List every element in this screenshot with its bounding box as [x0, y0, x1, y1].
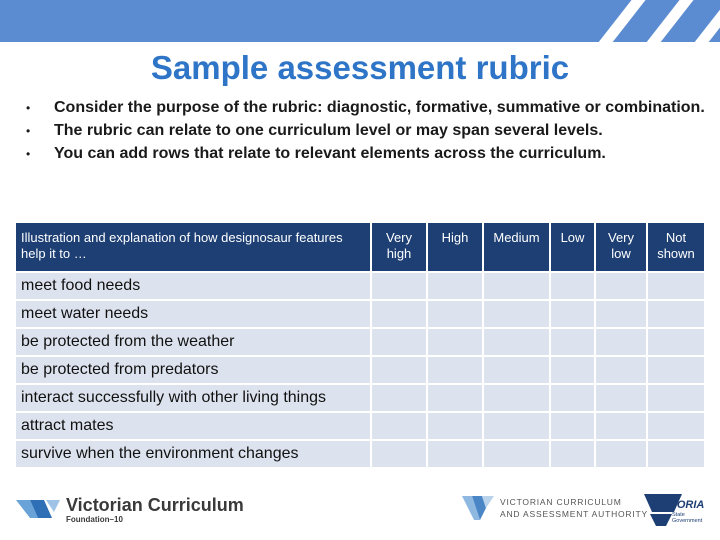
rating-cell[interactable]	[551, 301, 594, 327]
description-header: Illustration and explanation of how designosaur features help it to …	[16, 223, 370, 271]
vcaa-logo-icon	[462, 494, 496, 524]
bullet-icon: •	[26, 124, 31, 138]
bullet-icon: •	[26, 101, 31, 115]
criterion-label: be protected from predators	[16, 357, 370, 383]
criterion-label: meet water needs	[16, 301, 370, 327]
rating-cell[interactable]	[551, 441, 594, 467]
rating-cell[interactable]	[596, 413, 646, 439]
bullet-text: Consider the purpose of the rubric: diagnostic, formative, summative or combination.	[54, 99, 705, 116]
banner-stripe	[633, 0, 702, 42]
criterion-label: attract mates	[16, 413, 370, 439]
rating-cell[interactable]	[484, 301, 549, 327]
rating-cell[interactable]	[372, 413, 426, 439]
top-banner	[0, 0, 720, 42]
rating-cell[interactable]	[428, 273, 482, 299]
vic-logo-subtitle	[672, 512, 702, 524]
rating-cell[interactable]	[428, 329, 482, 355]
rating-cell[interactable]	[648, 413, 704, 439]
column-header-very-low: Very low	[596, 223, 646, 271]
vcaa-line-2: AND ASSESSMENT AUTHORITY	[500, 509, 648, 519]
rating-cell[interactable]	[648, 385, 704, 411]
vcaa-logo-text	[500, 496, 648, 520]
table-row	[16, 357, 704, 383]
bullet-text: You can add rows that relate to relevant elements across the curriculum.	[54, 145, 606, 162]
banner-stripe	[585, 0, 654, 42]
rating-cell[interactable]	[372, 273, 426, 299]
bullet-item	[26, 121, 706, 141]
rubric-table	[14, 221, 706, 469]
criterion-label: survive when the environment changes	[16, 441, 370, 467]
bullet-icon: •	[26, 147, 31, 161]
vc-logo-title: Victorian Curriculum	[66, 495, 244, 515]
table-row	[16, 301, 704, 327]
table-row	[16, 273, 704, 299]
table-row	[16, 413, 704, 439]
bullet-text: The rubric can relate to one curriculum level or may span several levels.	[54, 122, 603, 139]
rating-cell[interactable]	[648, 441, 704, 467]
rating-cell[interactable]	[484, 357, 549, 383]
table-header-row	[16, 223, 704, 271]
bullet-list	[26, 98, 706, 167]
rating-cell[interactable]	[648, 273, 704, 299]
rating-cell[interactable]	[551, 329, 594, 355]
rating-cell[interactable]	[648, 329, 704, 355]
rating-cell[interactable]	[372, 301, 426, 327]
rating-cell[interactable]	[428, 301, 482, 327]
rating-cell[interactable]	[596, 385, 646, 411]
rating-cell[interactable]	[484, 273, 549, 299]
rating-cell[interactable]	[428, 357, 482, 383]
vic-logo-label: VICTORIA	[652, 499, 705, 511]
rating-cell[interactable]	[372, 385, 426, 411]
rating-cell[interactable]	[428, 441, 482, 467]
column-header-not-shown: Not shown	[648, 223, 704, 271]
column-header-low: Low	[551, 223, 594, 271]
rating-cell[interactable]	[551, 385, 594, 411]
vic-sub-line-2: Government	[672, 518, 703, 524]
rating-cell[interactable]	[372, 329, 426, 355]
table-row	[16, 329, 704, 355]
rating-cell[interactable]	[596, 273, 646, 299]
column-header-high: High	[428, 223, 482, 271]
rating-cell[interactable]	[484, 441, 549, 467]
column-header-medium: Medium	[484, 223, 549, 271]
rating-cell[interactable]	[596, 441, 646, 467]
rating-cell[interactable]	[551, 413, 594, 439]
table-row	[16, 441, 704, 467]
vcaa-line-1: VICTORIAN CURRICULUM	[500, 497, 622, 507]
rating-cell[interactable]	[596, 329, 646, 355]
rating-cell[interactable]	[551, 273, 594, 299]
rating-cell[interactable]	[372, 357, 426, 383]
rating-cell[interactable]	[484, 329, 549, 355]
rating-cell[interactable]	[648, 301, 704, 327]
victorian-curriculum-logo-icon	[16, 496, 62, 522]
bullet-item	[26, 144, 706, 164]
vc-logo-subtitle: Foundation–10	[66, 515, 123, 524]
rating-cell[interactable]	[428, 413, 482, 439]
rating-cell[interactable]	[648, 357, 704, 383]
rating-cell[interactable]	[596, 357, 646, 383]
rating-cell[interactable]	[596, 301, 646, 327]
page-title: Sample assessment rubric	[150, 49, 570, 86]
rating-cell[interactable]	[551, 357, 594, 383]
rating-cell[interactable]	[484, 413, 549, 439]
footer	[0, 484, 720, 540]
rating-cell[interactable]	[484, 385, 549, 411]
criterion-label: interact successfully with other living things	[16, 385, 370, 411]
table-row	[16, 385, 704, 411]
column-header-very-high: Very high	[372, 223, 426, 271]
criterion-label: meet food needs	[16, 273, 370, 299]
rating-cell[interactable]	[372, 441, 426, 467]
bullet-item	[26, 98, 706, 118]
criterion-label: be protected from the weather	[16, 329, 370, 355]
rating-cell[interactable]	[428, 385, 482, 411]
vic-sub-line-1: State	[672, 512, 685, 518]
